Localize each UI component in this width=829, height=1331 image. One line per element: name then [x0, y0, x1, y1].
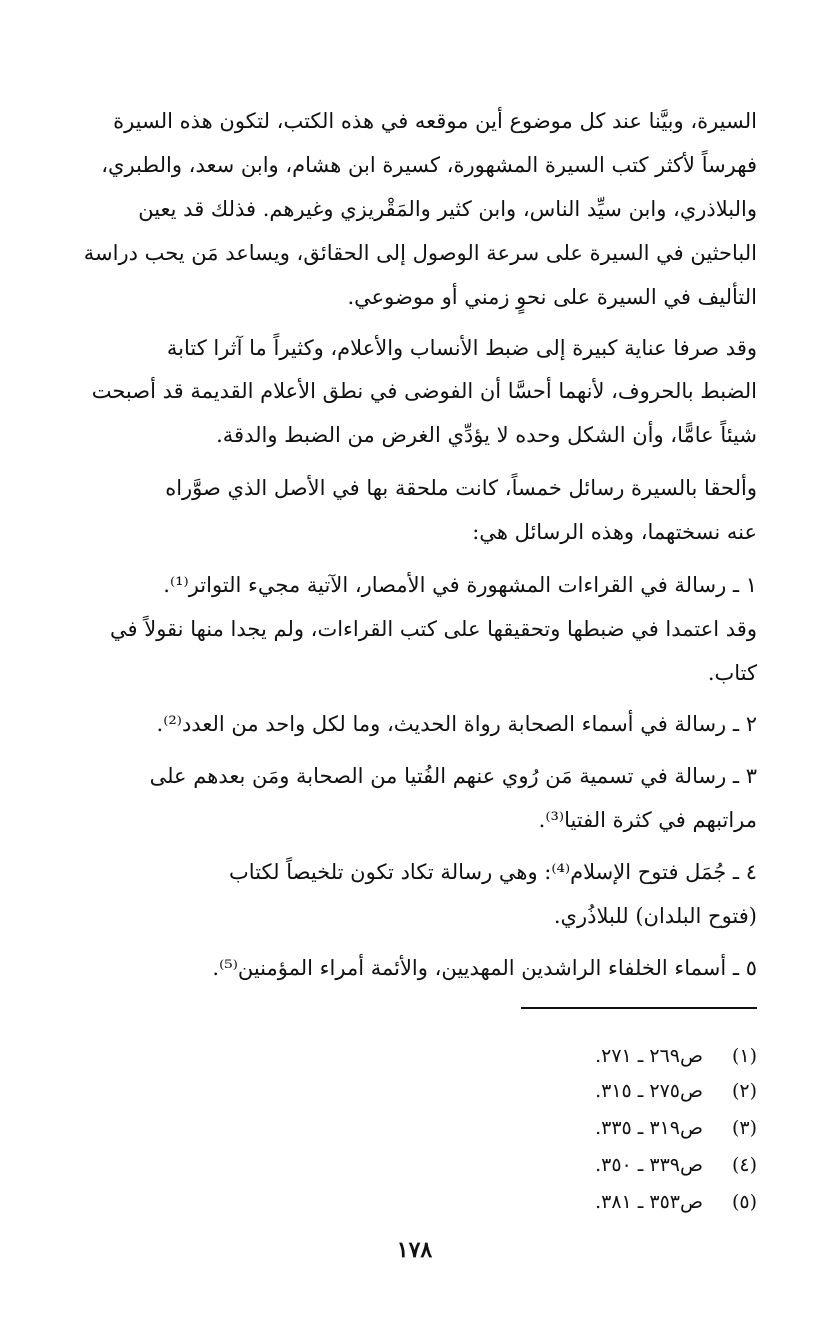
body-line: عنه نسختهما، وهذه الرسائل هي:	[472, 520, 757, 544]
footnote-number: (١)	[731, 1045, 757, 1067]
body-line: فهرساً لأكثر كتب السيرة المشهورة، كسيرة ابن هشام، وابن سعد، والطبري،	[101, 153, 757, 177]
footnote-text: ص٣١٩ ـ ٣٣٥.	[595, 1117, 703, 1139]
body-line: ٢ ـ رسالة في أسماء الصحابة رواة الحديث، وما لكل واحد من العدد⁽²⁾.	[156, 712, 757, 736]
body-line: وقد صرفا عناية كبيرة إلى ضبط الأنساب والأعلام، وكثيراً ما آثرا كتابة	[166, 336, 757, 360]
footnote-number: (٤)	[731, 1154, 757, 1176]
footnote-text: ص٢٧٥ ـ ٣١٥.	[595, 1080, 703, 1102]
body-line: ١ ـ رسالة في القراءات المشهورة في الأمصار، الآتية مجيء التواتر⁽¹⁾.	[163, 573, 757, 597]
footnote	[595, 1189, 757, 1215]
body-line: مراتبهم في كثرة الفتيا⁽³⁾.	[538, 808, 757, 832]
footnote-text: ص٣٥٣ ـ ٣٨١.	[595, 1191, 703, 1213]
footnote	[595, 1043, 757, 1069]
body-line: وقد اعتمدا في ضبطها وتحقيقها على كتب القراءات، ولم يجدا منها نقولاً في	[110, 617, 757, 641]
body-line: ٤ ـ جُمَل فتوح الإسلام⁽⁴⁾: وهي رسالة تكاد تكون تلخيصاً لكتاب	[229, 860, 757, 884]
body-line: التأليف في السيرة على نحوٍ زمني أو موضوعي.	[347, 285, 757, 309]
footnote	[595, 1152, 757, 1178]
body-line: والبلاذري، وابن سيِّد الناس، وابن كثير والمَقْريزي وغيرهم. فذلك قد يعين	[138, 197, 757, 221]
page-number: ١٧٨	[396, 1237, 433, 1263]
footnote-number: (٣)	[731, 1117, 757, 1139]
footnote-text: ص٢٦٩ ـ ٢٧١.	[595, 1045, 703, 1067]
body-line: كتاب.	[707, 661, 757, 685]
body-line: الباحثين في السيرة على سرعة الوصول إلى الحقائق، ويساعد مَن يحب دراسة	[83, 241, 757, 265]
body-line: ٣ ـ رسالة في تسمية مَن رُوي عنهم الفُتيا من الصحابة ومَن بعدهم على	[149, 764, 757, 788]
body-line: الضبط بالحروف، لأنهما أحسَّا أن الفوضى في نطق الأعلام القديمة قد أصبحت	[91, 379, 757, 403]
body-line: ٥ ـ أسماء الخلفاء الراشدين المهديين، والأئمة أمراء المؤمنين⁽⁵⁾.	[212, 956, 757, 980]
footnote-number: (٥)	[731, 1191, 757, 1213]
footnote-separator	[521, 1007, 757, 1009]
body-line: شيئاً عامًّا، وأن الشكل وحده لا يؤدِّي الغرض من الضبط والدقة.	[216, 423, 757, 447]
footnote-number: (٢)	[731, 1080, 757, 1102]
body-line: وألحقا بالسيرة رسائل خمساً، كانت ملحقة بها في الأصل الذي صوَّراه	[165, 476, 757, 500]
footnote	[595, 1115, 757, 1141]
footnote	[595, 1078, 757, 1104]
footnote-text: ص٣٣٩ ـ ٣٥٠.	[595, 1154, 703, 1176]
body-line: (فتوح البلدان) للبلاذُري.	[553, 904, 757, 928]
body-line: السيرة، وبيَّنا عند كل موضوع أين موقعه في هذه الكتب، لتكون هذه السيرة	[113, 109, 757, 133]
